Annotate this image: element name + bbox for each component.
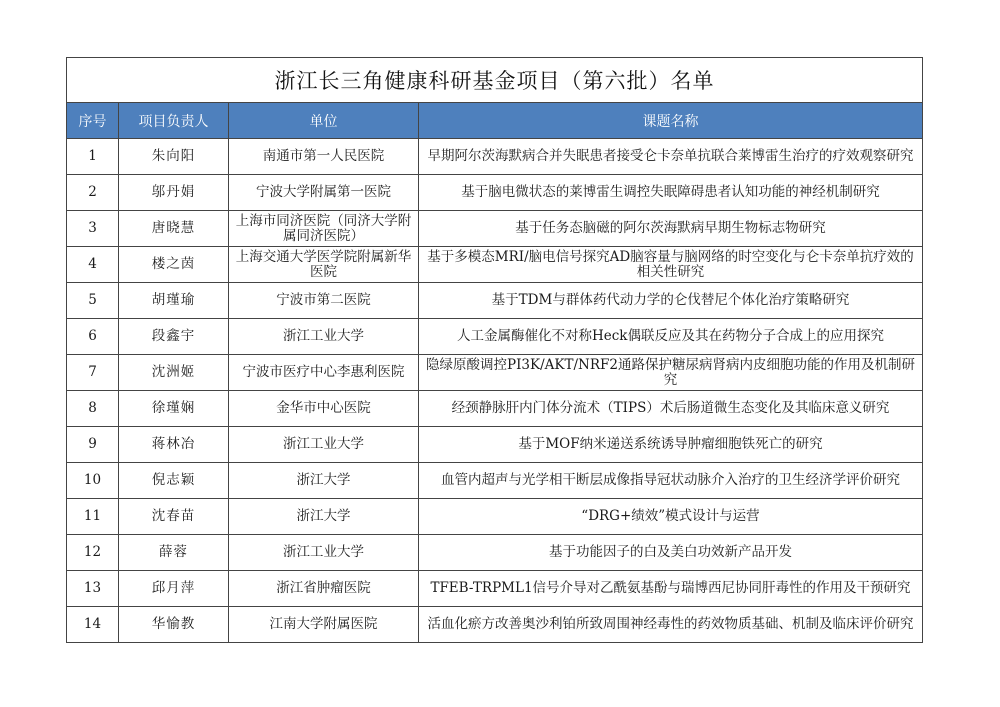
- page-title: 浙江长三角健康科研基金项目（第六批）名单: [67, 58, 923, 103]
- table-row: [67, 319, 923, 355]
- document-sheet: [66, 57, 922, 643]
- cell-topic: 经颈静脉肝内门体分流术（TIPS）术后肠道微生态变化及其临床意义研究: [419, 391, 923, 427]
- cell-leader: 华愉教: [119, 607, 229, 643]
- cell-unit: 上海交通大学医学院附属新华医院: [229, 247, 419, 283]
- table-row: [67, 355, 923, 391]
- cell-leader: 倪志颖: [119, 463, 229, 499]
- cell-unit: 金华市中心医院: [229, 391, 419, 427]
- cell-leader: 邱月萍: [119, 571, 229, 607]
- cell-unit: 宁波市医疗中心李惠利医院: [229, 355, 419, 391]
- cell-topic: 血管内超声与光学相干断层成像指导冠状动脉介入治疗的卫生经济学评价研究: [419, 463, 923, 499]
- cell-topic: 基于TDM与群体药代动力学的仑伐替尼个体化治疗策略研究: [419, 283, 923, 319]
- table-row: [67, 499, 923, 535]
- cell-no: 3: [67, 211, 119, 247]
- cell-no: 11: [67, 499, 119, 535]
- cell-unit: 宁波大学附属第一医院: [229, 175, 419, 211]
- cell-leader: 邬丹娟: [119, 175, 229, 211]
- cell-leader: 沈洲姬: [119, 355, 229, 391]
- table-row: [67, 139, 923, 175]
- cell-no: 10: [67, 463, 119, 499]
- cell-unit: 浙江工业大学: [229, 319, 419, 355]
- cell-topic: 早期阿尔茨海默病合并失眠患者接受仑卡奈单抗联合莱博雷生治疗的疗效观察研究: [419, 139, 923, 175]
- cell-unit: 上海市同济医院（同济大学附属同济医院）: [229, 211, 419, 247]
- cell-no: 14: [67, 607, 119, 643]
- cell-unit: 南通市第一人民医院: [229, 139, 419, 175]
- table-row: [67, 283, 923, 319]
- cell-leader: 沈春苗: [119, 499, 229, 535]
- cell-topic: 活血化瘀方改善奥沙利铂所致周围神经毒性的药效物质基础、机制及临床评价研究: [419, 607, 923, 643]
- cell-no: 7: [67, 355, 119, 391]
- cell-leader: 徐瑾娴: [119, 391, 229, 427]
- project-list-table: [66, 57, 923, 643]
- cell-topic: TFEB-TRPML1信号介导对乙酰氨基酚与瑞博西尼协同肝毒性的作用及干预研究: [419, 571, 923, 607]
- cell-unit: 宁波市第二医院: [229, 283, 419, 319]
- cell-leader: 唐晓慧: [119, 211, 229, 247]
- header-leader: 项目负责人: [119, 103, 229, 139]
- cell-unit: 浙江大学: [229, 463, 419, 499]
- cell-topic: 基于多模态MRI/脑电信号探究AD脑容量与脑网络的时空变化与仑卡奈单抗疗效的相关性研究: [419, 247, 923, 283]
- header-unit: 单位: [229, 103, 419, 139]
- cell-no: 4: [67, 247, 119, 283]
- cell-topic: “DRG+绩效”模式设计与运营: [419, 499, 923, 535]
- header-row: [67, 103, 923, 139]
- cell-no: 12: [67, 535, 119, 571]
- table-row: [67, 247, 923, 283]
- table-row: [67, 535, 923, 571]
- cell-topic: 基于功能因子的白及美白功效新产品开发: [419, 535, 923, 571]
- cell-leader: 段鑫宇: [119, 319, 229, 355]
- cell-leader: 朱向阳: [119, 139, 229, 175]
- table-row: [67, 175, 923, 211]
- cell-topic: 隐绿原酸调控PI3K/AKT/NRF2通路保护糖尿病肾病内皮细胞功能的作用及机制研究: [419, 355, 923, 391]
- header-topic: 课题名称: [419, 103, 923, 139]
- table-row: [67, 607, 923, 643]
- cell-topic: 基于任务态脑磁的阿尔茨海默病早期生物标志物研究: [419, 211, 923, 247]
- table-row: [67, 391, 923, 427]
- cell-no: 13: [67, 571, 119, 607]
- cell-no: 5: [67, 283, 119, 319]
- cell-topic: 人工金属酶催化不对称Heck偶联反应及其在药物分子合成上的应用探究: [419, 319, 923, 355]
- cell-no: 1: [67, 139, 119, 175]
- cell-unit: 江南大学附属医院: [229, 607, 419, 643]
- cell-no: 8: [67, 391, 119, 427]
- header-no: 序号: [67, 103, 119, 139]
- table-row: [67, 211, 923, 247]
- cell-leader: 蒋林冶: [119, 427, 229, 463]
- cell-leader: 胡瑾瑜: [119, 283, 229, 319]
- title-row: [67, 58, 923, 103]
- cell-no: 6: [67, 319, 119, 355]
- cell-no: 9: [67, 427, 119, 463]
- cell-no: 2: [67, 175, 119, 211]
- cell-unit: 浙江大学: [229, 499, 419, 535]
- cell-unit: 浙江工业大学: [229, 427, 419, 463]
- cell-topic: 基于MOF纳米递送系统诱导肿瘤细胞铁死亡的研究: [419, 427, 923, 463]
- cell-leader: 薛蓉: [119, 535, 229, 571]
- table-row: [67, 427, 923, 463]
- table-row: [67, 571, 923, 607]
- table-row: [67, 463, 923, 499]
- cell-topic: 基于脑电微状态的莱博雷生调控失眠障碍患者认知功能的神经机制研究: [419, 175, 923, 211]
- cell-unit: 浙江省肿瘤医院: [229, 571, 419, 607]
- cell-unit: 浙江工业大学: [229, 535, 419, 571]
- cell-leader: 楼之茵: [119, 247, 229, 283]
